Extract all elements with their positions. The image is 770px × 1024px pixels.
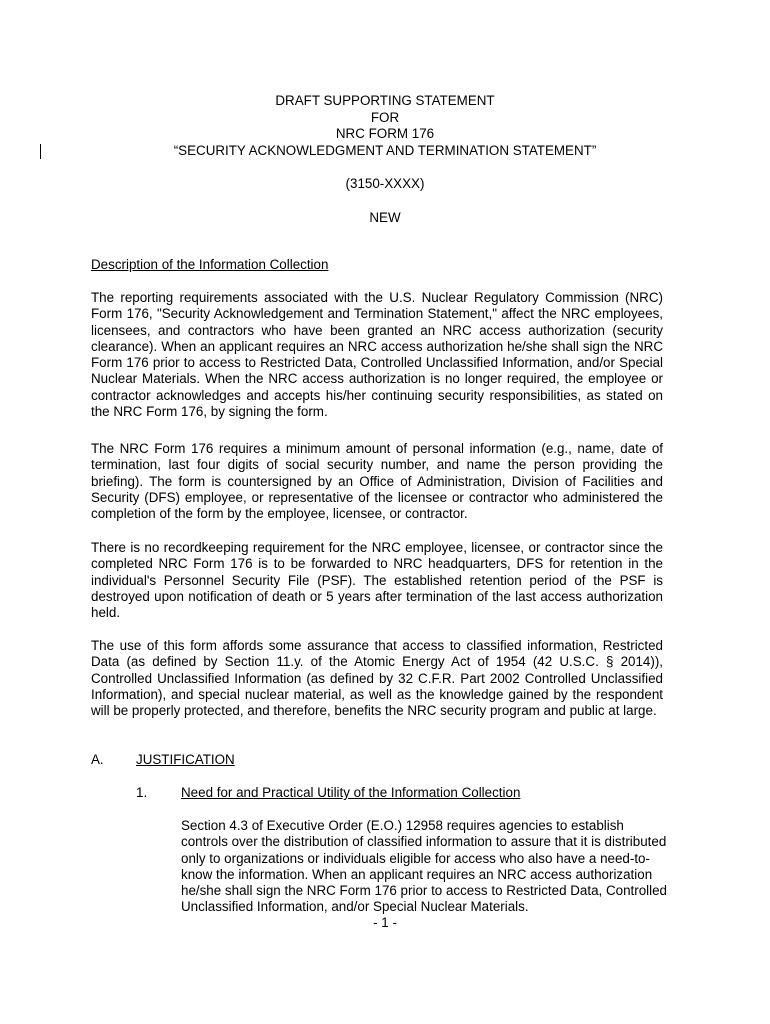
description-heading: Description of the Information Collection	[91, 257, 329, 272]
item-1-body: Section 4.3 of Executive Order (E.O.) 12958 requires agencies to establish controls over the distribution of classified information to assure that it is distributed only to organizations or individuals eligible for access who also have a need-to-know the information. When an applicant requires an NRC access authorization he/she shall sign the NRC Form 176 prior to access to Restricted Data, Controlled Unclassified Information, and/or Special Nuclear Materials.	[181, 818, 667, 915]
title-line-4: “SECURITY ACKNOWLEDGMENT AND TERMINATION STATEMENT”	[173, 142, 597, 158]
description-paragraph-2: The NRC Form 176 requires a minimum amount of personal information (e.g., name, date of termination, last four digits of social security number, and name the person providing the briefing). The form is countersigned by an Office of Administration, Division of Facilities and Security (DFS) employee, or representative of the licensee or contractor who administered the completion of the form by the employee, licensee, or contractor.	[91, 441, 663, 522]
title-line-3: NRC FORM 176	[335, 126, 435, 141]
title-line-1: DRAFT SUPPORTING STATEMENT	[275, 93, 495, 108]
page-number	[0, 915, 770, 931]
omb-number: (3150-XXXX)	[345, 176, 425, 191]
page-number-text: - 1 -	[373, 915, 397, 930]
description-paragraph-3: There is no recordkeeping requirement for the NRC employee, licensee, or contractor since the completed NRC Form 176 is to be forwarded to NRC headquarters, DFS for retention in the individual's Personnel Security File (PSF). The established retention period of the PSF is destroyed upon notification of death or 5 years after termination of the last access authorization held.	[91, 540, 663, 621]
section-a-title: JUSTIFICATION	[136, 752, 235, 767]
description-paragraph-4: The use of this form affords some assurance that access to classified information, Restricted Data (as defined by Section 11.y. of the Atomic Energy Act of 1954 (42 U.S.C. § 2014)), Controlled Unclassified Information (as defined by 32 C.F.R. Part 2002 Controlled Unclassified Information), and special nuclear material, as well as the knowledge gained by the respondent will be properly protected, and therefore, benefits the NRC security program and public at large.	[91, 638, 663, 719]
title-line-2: FOR	[370, 109, 400, 125]
item-1-title: Need for and Practical Utility of the Information Collection	[181, 785, 521, 800]
title-block	[0, 93, 770, 226]
description-paragraph-1: The reporting requirements associated with the U.S. Nuclear Regulatory Commission (NRC) Form 176, "Security Acknowledgement and Termination Statement," affect the NRC employees, licensees, and contractors who have been granted an NRC access authorization (security clearance). When an applicant requires an NRC access authorization he/she shall sign the NRC Form 176 prior to access to Restricted Data, Controlled Unclassified Information, and/or Special Nuclear Materials. When the NRC access authorization is no longer required, the employee or contractor acknowledges and accepts his/her continuing security responsibilities, as stated on the NRC Form 176, by signing the form.	[91, 290, 663, 420]
section-a-letter: A.	[91, 752, 104, 767]
item-1-number: 1.	[136, 785, 148, 800]
status-label: NEW	[369, 209, 401, 225]
